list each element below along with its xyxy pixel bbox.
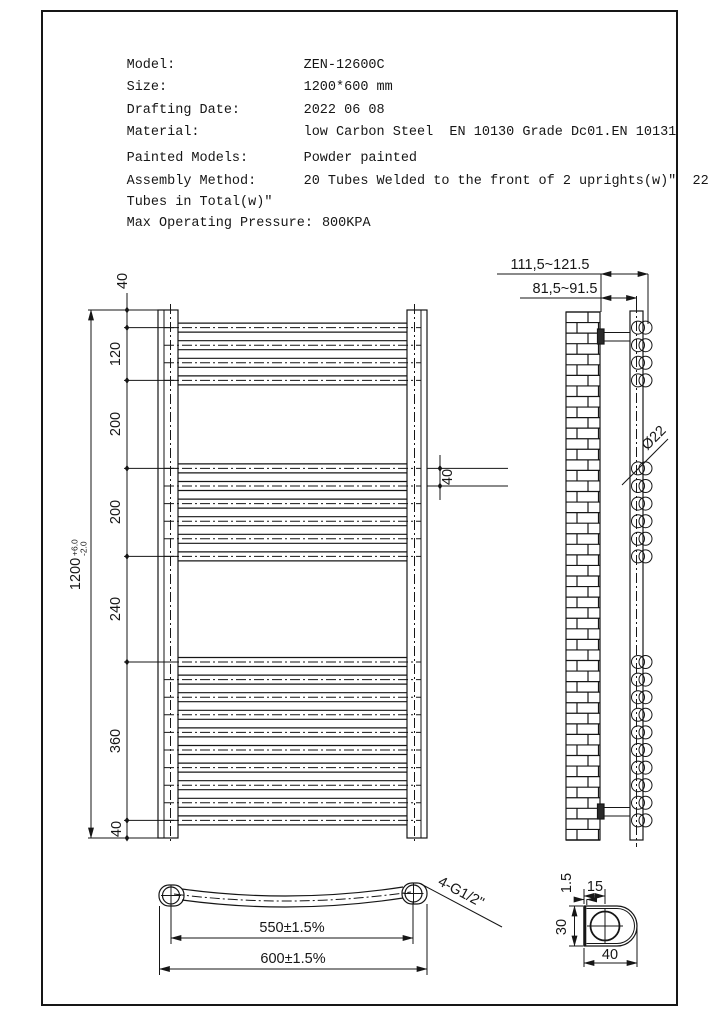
spec-date-label: Drafting Date: [126,103,241,118]
top-wall-bracket [598,329,631,344]
spec-assembly-value: 20 Tubes Welded to the front of 2 uprights(w)″ 22 [303,174,709,189]
spec-material-label: Material: [126,125,200,140]
seg-200a: 200 [108,411,124,437]
spec-painted-label: Painted Models: [126,151,249,166]
spec-assembly-label: Assembly Method: [126,174,257,189]
spec-pressure-value: 800KPA [321,216,371,231]
wall-to-center-dim: 81,5~91.5 [532,281,598,297]
side-dims [497,257,648,324]
spec-assembly-cont: Tubes in Total(w)″ [126,195,273,210]
front-overall-tol-plus: +6.0 [69,539,80,556]
bottom-wall-bracket [598,804,631,819]
front-view [68,273,508,844]
seg-bottom-40: 40 [109,820,125,838]
tube-curve-bottom [182,898,403,907]
front-pitch-dim [427,455,508,500]
spec-model-label: Model: [126,58,176,73]
seg-top-40: 40 [115,272,131,290]
centers-dim: 550±1.5% [259,920,325,936]
front-overall-value: 1200 [68,557,84,591]
wall-to-front-dim: 111,5~121.5 [510,257,590,273]
fitting-label: 4-G1/2" [435,873,487,912]
front-tubes [164,323,421,825]
detail-thickness: 1.5 [559,872,575,894]
seg-240: 240 [108,596,124,622]
detail-height: 30 [554,918,570,936]
spec-size-label: Size: [126,80,168,95]
seg-360: 360 [108,728,124,754]
spec-material-value: low Carbon Steel EN 10130 Grade Dc01.EN 10131 [303,125,677,140]
seg-200b: 200 [108,499,124,525]
right-end-cap [402,883,427,904]
detail-dims [554,873,637,967]
pitch-40: 40 [440,468,456,486]
right-upright [407,304,427,844]
side-view [497,257,670,847]
dimension-ticks [125,307,443,842]
detail-offset: 15 [586,879,604,895]
left-upright [158,304,178,844]
detail-view [554,873,637,967]
front-overall-tol-minus: -2.0 [78,541,89,556]
tube-diameter-callout [622,423,670,485]
brick-wall [566,312,600,840]
segment-extension-lines [124,328,178,821]
side-tube-circles [632,321,653,827]
overall-width-dim: 600±1.5% [260,951,326,967]
tube-diameter-label: Ø22 [638,422,670,454]
left-end-cap [159,885,184,906]
spec-pressure-label: Max Operating Pressure: [126,216,313,231]
spec-size-value: 1200*600 mm [303,80,393,95]
seg-120: 120 [108,341,124,367]
plan-dims [160,902,428,975]
spec-model-value: ZEN-12600C [303,58,385,73]
spec-painted-value: Powder painted [303,151,418,166]
front-overall-dim [68,310,158,838]
detail-width: 40 [601,947,619,963]
spec-date-value: 2022 06 08 [303,103,385,118]
fitting-callout [421,874,502,927]
tube-curve-top [182,887,403,896]
plan-view [159,874,502,975]
